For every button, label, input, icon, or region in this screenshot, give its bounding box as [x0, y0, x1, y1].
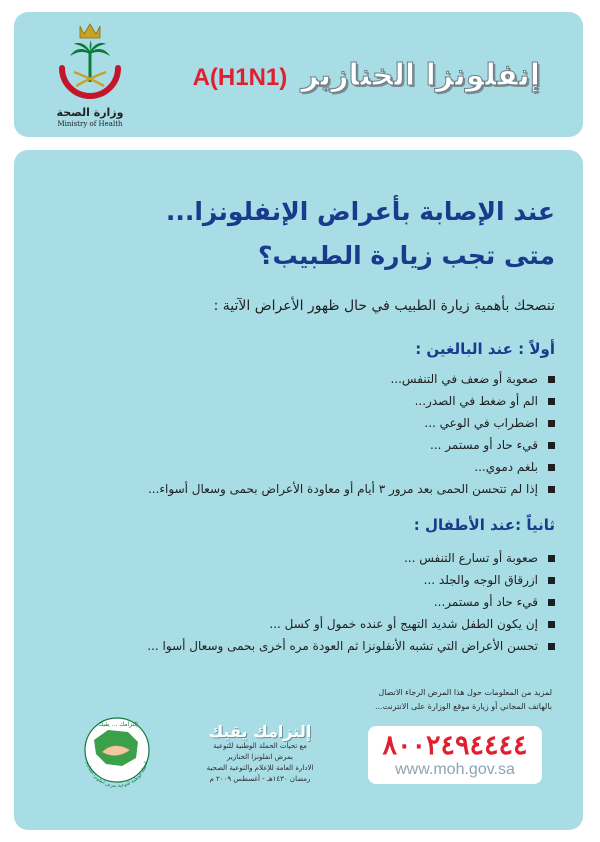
- list-item: تحسن الأعراض التي تشبه الأنفلونزا ثم العودة مره أخرى بحمى وسعال أسوا ...: [35, 635, 555, 657]
- website-link[interactable]: www.moh.gov.sa: [395, 761, 515, 778]
- list-item: قيء حاد أو مستمر ...: [35, 434, 555, 456]
- palm-swords-crescent-icon: [50, 20, 130, 106]
- bullet-square-icon: [548, 621, 555, 628]
- headline-line-2: متى تجب زيارة الطبيب؟: [258, 241, 555, 270]
- list-item: إذا لم تتحسن الحمى بعد مرور ٣ أيام أو معاودة الأعراض بحمى وسعال أسواء...: [35, 478, 555, 500]
- bullet-square-icon: [548, 486, 555, 493]
- title-arabic: إنفلونزا الخنازير: [301, 58, 540, 93]
- campaign-line: رمضان ١٤٣٠هـ - أغسطس ٢٠٠٩ م: [209, 775, 311, 783]
- section-children-title: ثانياً :عند الأطفال :: [413, 516, 555, 534]
- campaign-line: الادارة العامة للإعلام والتوعية الصحية: [206, 764, 314, 772]
- toll-free-number[interactable]: ٨٠٠٢٤٩٤٤٤٤: [382, 730, 528, 760]
- campaign-info: [195, 722, 325, 785]
- bullet-square-icon: [548, 643, 555, 650]
- list-item: ازرقاق الوجه والجلد ...: [35, 569, 555, 591]
- emblem-ring-text-path: الحملة الوطنية للتوعية بمرض انفلونزا الخنازير: [84, 761, 150, 790]
- bullet-square-icon: [548, 420, 555, 427]
- contact-line-2: بالهاتف المجاني أو زيارة موقع الوزارة على الانترنت...: [374, 702, 552, 711]
- campaign-line: بمرض انفلونزا الخنازير: [227, 753, 293, 761]
- list-item: صعوبة أو ضعف في التنفس...: [35, 368, 555, 390]
- contact-info: [312, 686, 552, 714]
- list-item: قيء حاد أو مستمر...: [35, 591, 555, 613]
- bullet-square-icon: [548, 376, 555, 383]
- bullet-square-icon: [548, 599, 555, 606]
- adult-symptoms-list: [35, 368, 555, 500]
- saudi-map-hands-icon: [72, 710, 162, 790]
- bullet-square-icon: [548, 555, 555, 562]
- list-item: صعوبة أو تسارع التنفس ...: [35, 547, 555, 569]
- bullet-square-icon: [548, 398, 555, 405]
- list-item: إن يكون الطفل شديد التهيج أو عنده خمول أو كسل ...: [35, 613, 555, 635]
- list-item: اضطراب في الوعي ...: [35, 412, 555, 434]
- intro-text: ننصحك بأهمية زيارة الطبيب في حال ظهور الأعراض الآتية :: [213, 298, 555, 314]
- headline: [35, 190, 555, 278]
- contact-box: [368, 726, 542, 784]
- emblem-slogan-text: إلتزامك ... يقيك: [98, 721, 138, 728]
- page-title: [193, 58, 540, 93]
- contact-line-1: لمزيد من المعلومات حول هذا المرض الرجاء الاتصال: [378, 688, 552, 697]
- section-adults-title: أولاً : عند البالغين :: [415, 340, 555, 358]
- list-item: بلغم دموي...: [35, 456, 555, 478]
- campaign-slogan: إلتزامك يقيك: [208, 722, 312, 741]
- ministry-name-english: Ministry of Health: [57, 120, 123, 128]
- bullet-square-icon: [548, 442, 555, 449]
- campaign-line: مع تحيات الحملة الوطنية للتوعية: [213, 742, 307, 750]
- ministry-name-arabic: وزارة الصحة: [56, 106, 124, 119]
- bullet-square-icon: [548, 464, 555, 471]
- ministry-logo: [50, 20, 130, 132]
- campaign-emblem: [72, 710, 162, 790]
- bullet-square-icon: [548, 577, 555, 584]
- children-symptoms-list: [35, 547, 555, 657]
- list-item: الم أو ضغط في الصدر...: [35, 390, 555, 412]
- title-virus-code: A(H1N1): [192, 64, 288, 91]
- headline-line-1: عند الإصابة بأعراض الإنفلونزا...: [165, 197, 555, 226]
